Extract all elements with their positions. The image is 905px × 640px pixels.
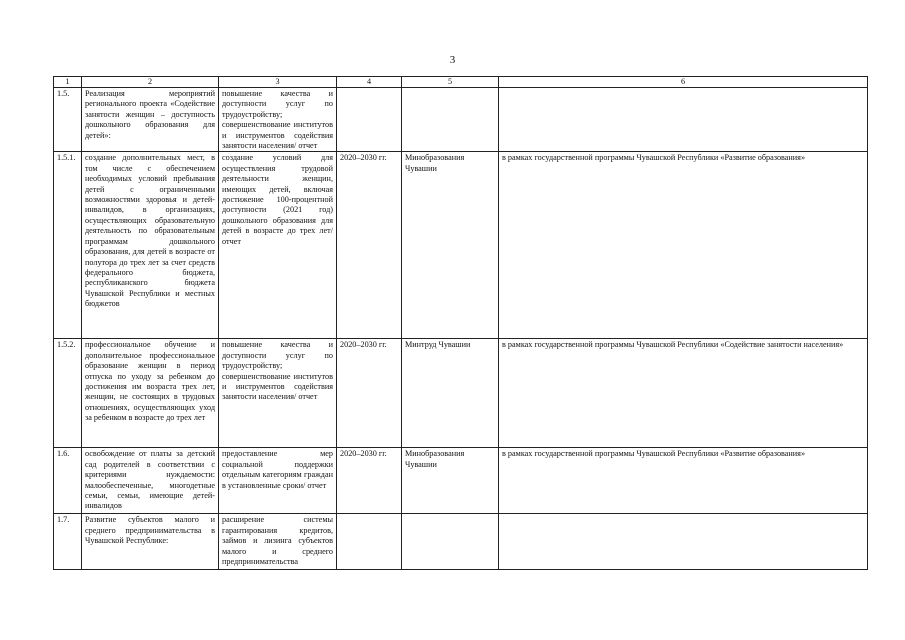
period-cell: 2020–2030 гг. (337, 339, 402, 448)
source-cell (499, 514, 868, 570)
column-number-2: 2 (82, 77, 219, 88)
action-cell: Реализация мероприятий регионального проекта «Содействие занятости женщин – доступность дошкольного образования для детей»: (82, 88, 219, 152)
source-cell: в рамках государственной программы Чувашской Республики «Развитие образования» (499, 152, 868, 339)
result-cell: создание условий для осуществления трудовой деятельности женщин, имеющих детей, включая достижение 100-процентной доступности (2021 год) дошкольного образования для детей в возрасте до трех лет/ отчет (219, 152, 337, 339)
result-cell: предоставление мер социальной поддержки отдельным категориям граждан в установленные сроки/ отчет (219, 448, 337, 514)
action-plan-table (53, 76, 868, 570)
column-number-row (54, 77, 868, 88)
executor-cell: Минобразования Чувашии (402, 448, 499, 514)
action-cell: освобождение от платы за детский сад родителей в соответствии с критериями нуждаемости: малообеспеченные, многодетные семьи, семьи, имеющие детей-инвалидов (82, 448, 219, 514)
result-cell: расширение системы гарантирования кредитов, займов и лизинга субъектов малого и среднего предпринимательства (219, 514, 337, 570)
row-number: 1.5.2. (54, 339, 82, 448)
table-row (54, 88, 868, 152)
table-row (54, 152, 868, 339)
executor-cell (402, 514, 499, 570)
action-cell: создание дополнительных мест, в том числе с обеспечением необходимых условий пребывания детей с ограниченными возможностями здоровья и детей-инвалидов, в организациях, осуществляющих образовательную деятельность по образовательным программам дошкольного образования, для детей в возрасте от полутора до трех лет за счет средств федерального бюджета, республиканского бюджета Чувашской Республики и местных бюджетов (82, 152, 219, 339)
column-number-4: 4 (337, 77, 402, 88)
row-number: 1.5.1. (54, 152, 82, 339)
action-cell: Развитие субъектов малого и среднего предпринимательства в Чувашской Республике: (82, 514, 219, 570)
column-number-1: 1 (54, 77, 82, 88)
source-cell (499, 88, 868, 152)
column-number-3: 3 (219, 77, 337, 88)
period-cell (337, 514, 402, 570)
executor-cell: Минобразования Чувашии (402, 152, 499, 339)
row-number: 1.6. (54, 448, 82, 514)
row-number: 1.5. (54, 88, 82, 152)
period-cell: 2020–2030 гг. (337, 152, 402, 339)
source-cell: в рамках государственной программы Чувашской Республики «Содействие занятости населения» (499, 339, 868, 448)
table-row (54, 339, 868, 448)
column-number-5: 5 (402, 77, 499, 88)
period-cell (337, 88, 402, 152)
action-cell: профессиональное обучение и дополнительное профессиональное образование женщин в период отпуска по уходу за ребенком до достижения им возраста трех лет, женщин, не состоящих в трудовых отношениях, осуществляющих уход за ребенком в возрасте до трех лет (82, 339, 219, 448)
period-cell: 2020–2030 гг. (337, 448, 402, 514)
table-row (54, 448, 868, 514)
row-number: 1.7. (54, 514, 82, 570)
executor-cell: Минтруд Чувашии (402, 339, 499, 448)
column-number-6: 6 (499, 77, 868, 88)
page-number: 3 (449, 54, 456, 66)
source-cell: в рамках государственной программы Чувашской Республики «Развитие образования» (499, 448, 868, 514)
result-cell: повышение качества и доступности услуг по трудоустройству; совершенствование институтов и инструментов содействия занятости населения/ отчет (219, 88, 337, 152)
table-row (54, 514, 868, 570)
result-cell: повышение качества и доступности услуг по трудоустройству; совершенствование институтов и инструментов содействия занятости населения/ отчет (219, 339, 337, 448)
executor-cell (402, 88, 499, 152)
